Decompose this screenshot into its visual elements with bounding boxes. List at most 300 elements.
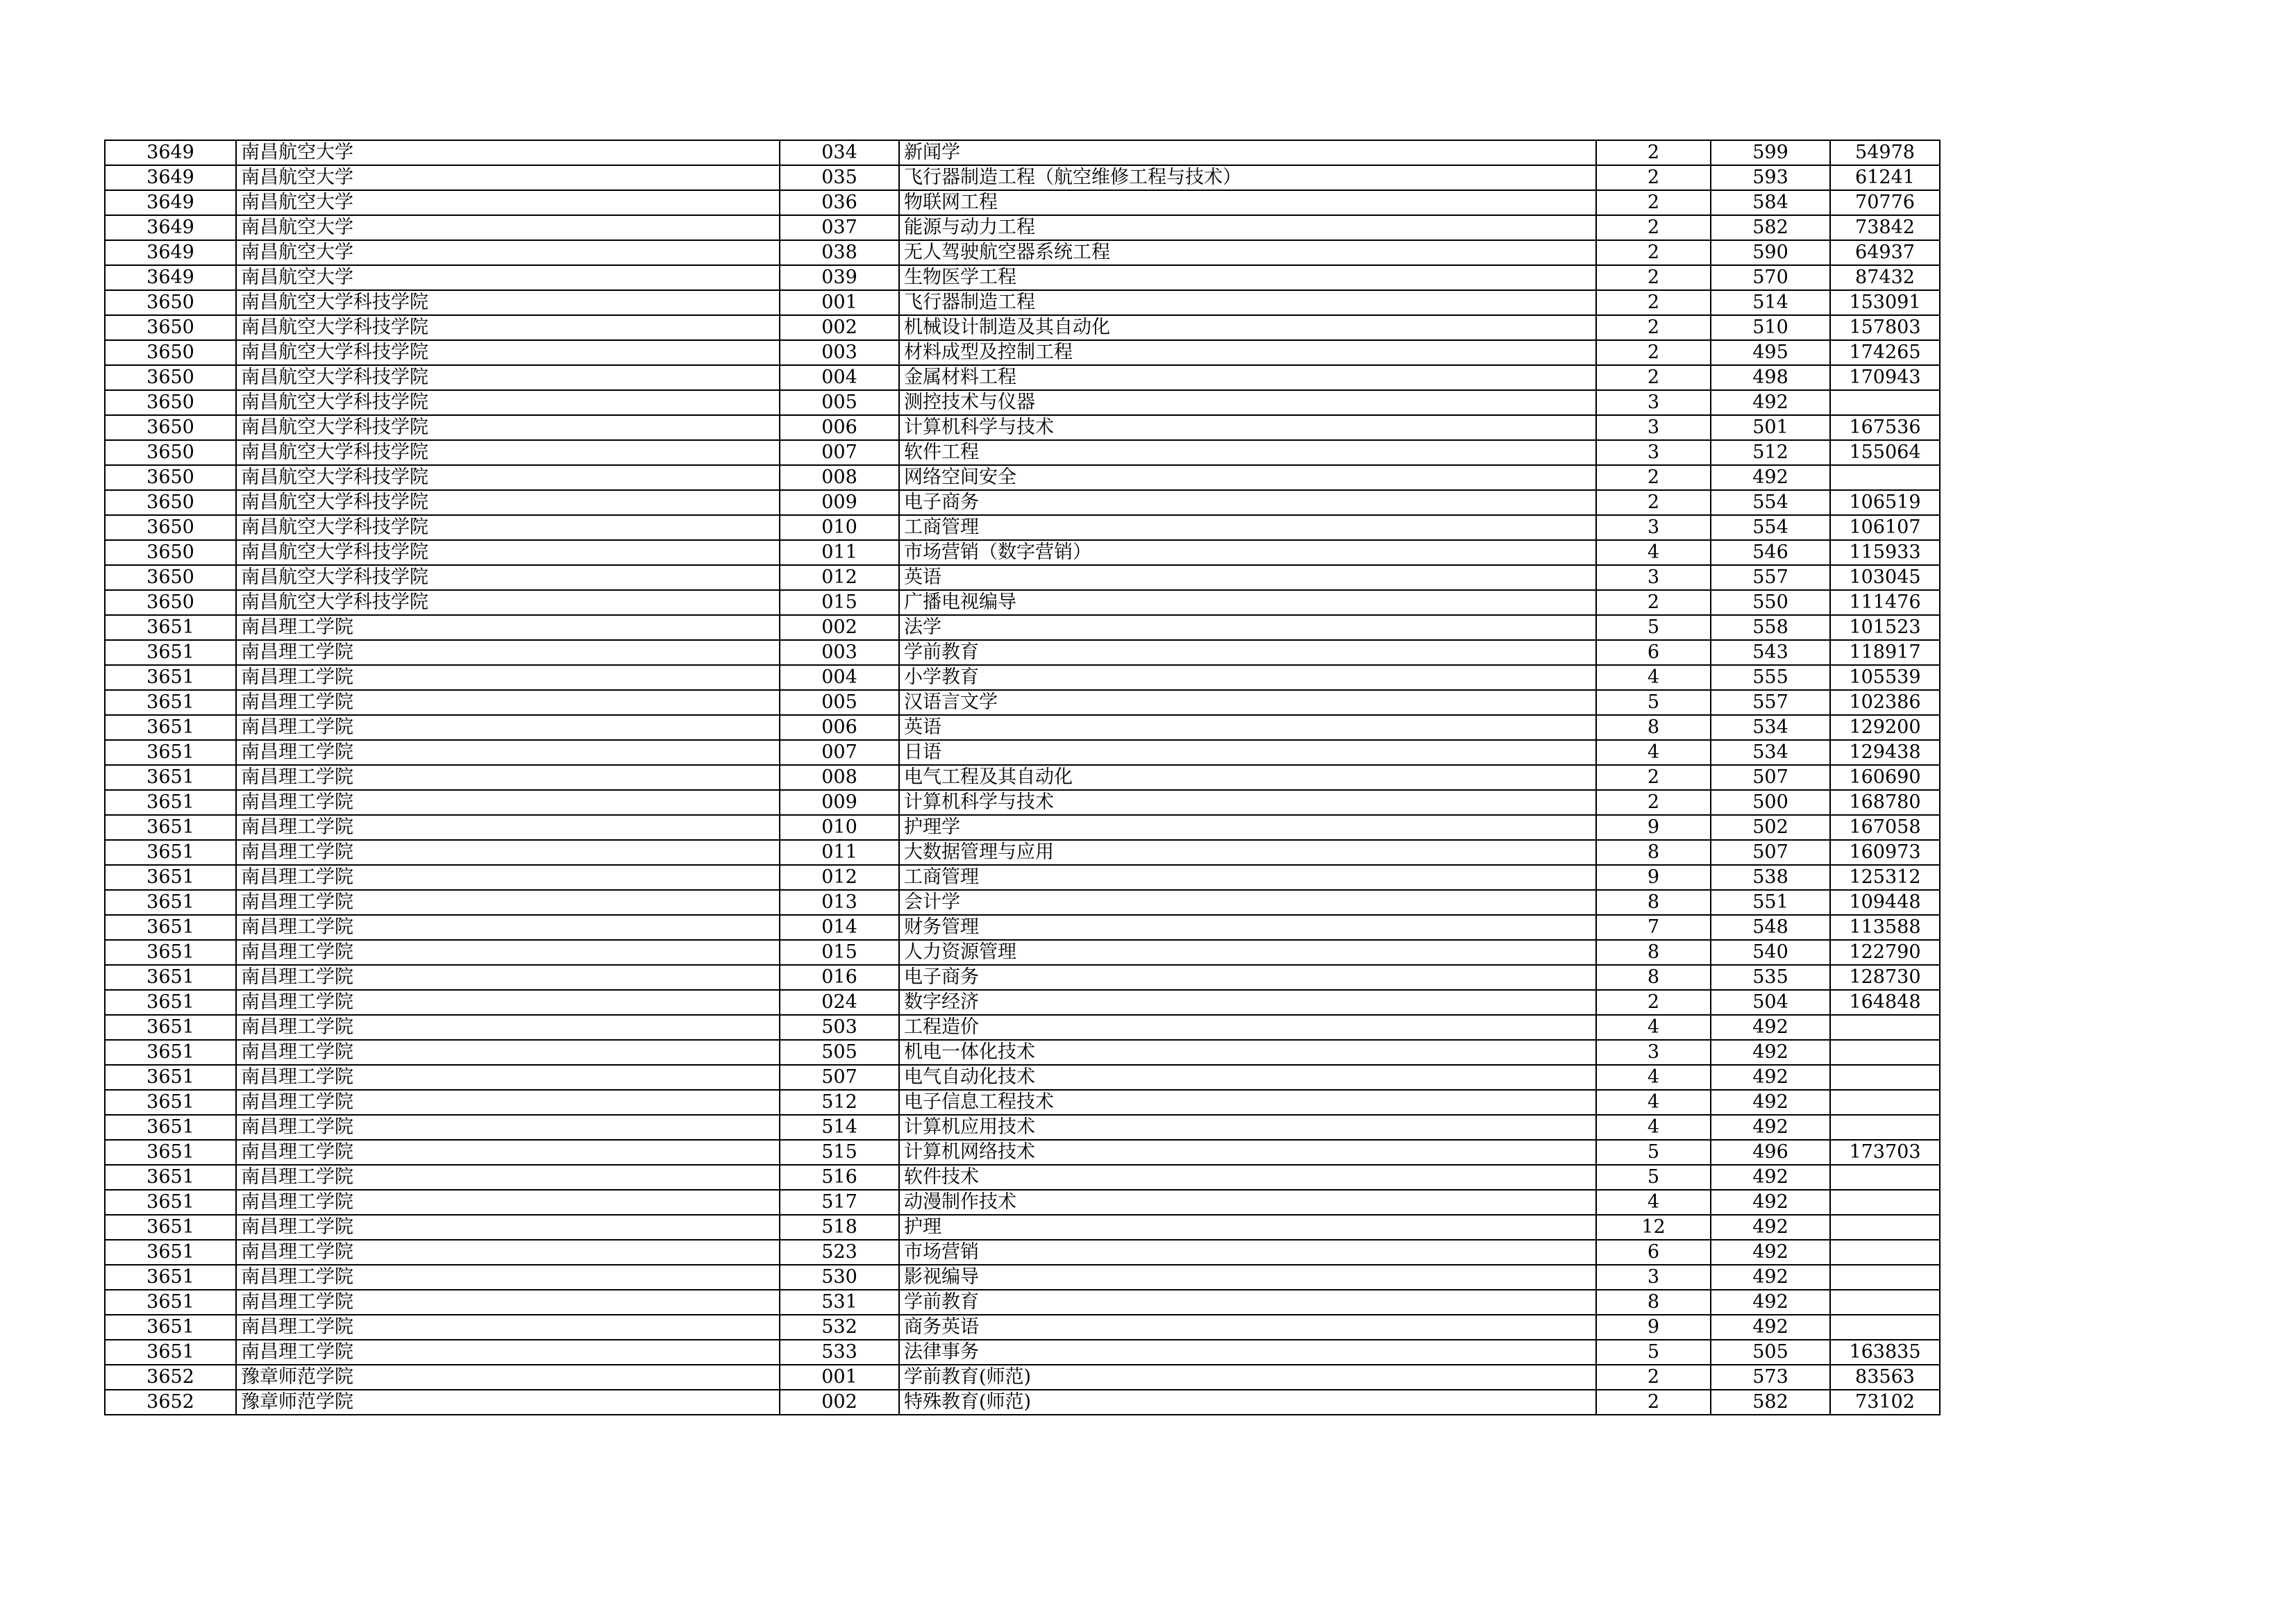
plan-count-cell: 3: [1596, 1040, 1711, 1065]
school-name-cell: 南昌理工学院: [236, 890, 780, 915]
min-score-cell: 543: [1711, 640, 1830, 665]
school-name-cell: 南昌理工学院: [236, 1215, 780, 1240]
major-name-cell: 网络空间安全: [899, 465, 1596, 490]
min-rank-cell: 103045: [1830, 565, 1940, 590]
major-code-cell: 512: [780, 1090, 899, 1115]
min-score-cell: 510: [1711, 315, 1830, 340]
school-code-cell: 3651: [105, 1040, 236, 1065]
table-row: [105, 990, 1940, 1015]
school-name-cell: 南昌理工学院: [236, 790, 780, 815]
min-score-cell: 540: [1711, 940, 1830, 965]
school-code-cell: 3651: [105, 1140, 236, 1165]
min-score-cell: 514: [1711, 290, 1830, 315]
major-name-cell: 汉语言文学: [899, 690, 1596, 715]
plan-count-cell: 5: [1596, 1140, 1711, 1165]
school-name-cell: 南昌航空大学科技学院: [236, 590, 780, 615]
min-score-cell: 557: [1711, 690, 1830, 715]
min-rank-cell: 160690: [1830, 765, 1940, 790]
min-score-cell: 492: [1711, 390, 1830, 415]
major-code-cell: 003: [780, 640, 899, 665]
plan-count-cell: 2: [1596, 790, 1711, 815]
school-name-cell: 南昌理工学院: [236, 990, 780, 1015]
major-code-cell: 008: [780, 765, 899, 790]
school-code-cell: 3651: [105, 640, 236, 665]
table-row: [105, 965, 1940, 990]
school-code-cell: 3650: [105, 315, 236, 340]
min-rank-cell: 129200: [1830, 715, 1940, 740]
school-name-cell: 豫章师范学院: [236, 1365, 780, 1390]
school-code-cell: 3650: [105, 290, 236, 315]
plan-count-cell: 2: [1596, 190, 1711, 215]
plan-count-cell: 3: [1596, 440, 1711, 465]
table-row: [105, 565, 1940, 590]
school-name-cell: 南昌理工学院: [236, 1290, 780, 1315]
plan-count-cell: 3: [1596, 565, 1711, 590]
major-code-cell: 012: [780, 865, 899, 890]
min-rank-cell: [1830, 1165, 1940, 1190]
school-name-cell: 南昌航空大学科技学院: [236, 390, 780, 415]
min-score-cell: 492: [1711, 1190, 1830, 1215]
school-code-cell: 3651: [105, 1215, 236, 1240]
table-row: [105, 490, 1940, 515]
min-score-cell: 492: [1711, 1090, 1830, 1115]
table-row: [105, 440, 1940, 465]
plan-count-cell: 2: [1596, 590, 1711, 615]
school-name-cell: 南昌理工学院: [236, 1165, 780, 1190]
school-code-cell: 3650: [105, 465, 236, 490]
min-score-cell: 555: [1711, 665, 1830, 690]
plan-count-cell: 5: [1596, 1340, 1711, 1365]
major-name-cell: 飞行器制造工程: [899, 290, 1596, 315]
school-code-cell: 3651: [105, 915, 236, 940]
major-name-cell: 英语: [899, 565, 1596, 590]
min-rank-cell: [1830, 1265, 1940, 1290]
min-score-cell: 498: [1711, 365, 1830, 390]
min-score-cell: 582: [1711, 215, 1830, 240]
school-code-cell: 3651: [105, 1065, 236, 1090]
major-code-cell: 001: [780, 290, 899, 315]
major-name-cell: 法律事务: [899, 1340, 1596, 1365]
min-score-cell: 502: [1711, 815, 1830, 840]
school-code-cell: 3650: [105, 415, 236, 440]
plan-count-cell: 4: [1596, 1115, 1711, 1140]
major-name-cell: 学前教育(师范): [899, 1365, 1596, 1390]
school-code-cell: 3650: [105, 590, 236, 615]
min-rank-cell: 115933: [1830, 540, 1940, 565]
min-score-cell: 590: [1711, 240, 1830, 265]
plan-count-cell: 2: [1596, 765, 1711, 790]
table-row: [105, 415, 1940, 440]
school-name-cell: 南昌理工学院: [236, 1240, 780, 1265]
table-row: [105, 590, 1940, 615]
major-code-cell: 010: [780, 815, 899, 840]
school-code-cell: 3651: [105, 1265, 236, 1290]
school-name-cell: 南昌理工学院: [236, 1115, 780, 1140]
table-row: [105, 1290, 1940, 1315]
min-rank-cell: 105539: [1830, 665, 1940, 690]
plan-count-cell: 8: [1596, 965, 1711, 990]
school-name-cell: 南昌理工学院: [236, 1065, 780, 1090]
min-rank-cell: 170943: [1830, 365, 1940, 390]
major-name-cell: 大数据管理与应用: [899, 840, 1596, 865]
major-code-cell: 505: [780, 1040, 899, 1065]
school-name-cell: 南昌航空大学: [236, 265, 780, 290]
plan-count-cell: 9: [1596, 865, 1711, 890]
min-score-cell: 534: [1711, 715, 1830, 740]
plan-count-cell: 2: [1596, 290, 1711, 315]
table-row: [105, 1015, 1940, 1040]
major-code-cell: 517: [780, 1190, 899, 1215]
admissions-table: [104, 140, 1941, 1415]
school-name-cell: 南昌航空大学科技学院: [236, 465, 780, 490]
min-rank-cell: 174265: [1830, 340, 1940, 365]
major-name-cell: 能源与动力工程: [899, 215, 1596, 240]
min-score-cell: 504: [1711, 990, 1830, 1015]
major-code-cell: 035: [780, 165, 899, 190]
school-name-cell: 南昌理工学院: [236, 1190, 780, 1215]
min-score-cell: 558: [1711, 615, 1830, 640]
major-name-cell: 学前教育: [899, 1290, 1596, 1315]
min-score-cell: 593: [1711, 165, 1830, 190]
plan-count-cell: 4: [1596, 1065, 1711, 1090]
major-code-cell: 024: [780, 990, 899, 1015]
plan-count-cell: 7: [1596, 915, 1711, 940]
school-name-cell: 南昌理工学院: [236, 1340, 780, 1365]
school-code-cell: 3651: [105, 1340, 236, 1365]
min-rank-cell: 109448: [1830, 890, 1940, 915]
school-name-cell: 南昌理工学院: [236, 1015, 780, 1040]
min-rank-cell: [1830, 1115, 1940, 1140]
min-rank-cell: 173703: [1830, 1140, 1940, 1165]
plan-count-cell: 5: [1596, 615, 1711, 640]
school-name-cell: 南昌航空大学科技学院: [236, 415, 780, 440]
plan-count-cell: 4: [1596, 540, 1711, 565]
table-row: [105, 665, 1940, 690]
school-name-cell: 南昌理工学院: [236, 915, 780, 940]
school-code-cell: 3650: [105, 565, 236, 590]
major-code-cell: 002: [780, 315, 899, 340]
plan-count-cell: 2: [1596, 215, 1711, 240]
table-row: [105, 140, 1940, 165]
major-name-cell: 计算机科学与技术: [899, 415, 1596, 440]
school-name-cell: 豫章师范学院: [236, 1390, 780, 1415]
school-code-cell: 3651: [105, 890, 236, 915]
min-rank-cell: 122790: [1830, 940, 1940, 965]
plan-count-cell: 2: [1596, 490, 1711, 515]
school-name-cell: 南昌理工学院: [236, 740, 780, 765]
school-name-cell: 南昌航空大学科技学院: [236, 440, 780, 465]
min-rank-cell: 164848: [1830, 990, 1940, 1015]
school-code-cell: 3651: [105, 1015, 236, 1040]
school-name-cell: 南昌理工学院: [236, 715, 780, 740]
major-name-cell: 电子商务: [899, 490, 1596, 515]
min-rank-cell: 70776: [1830, 190, 1940, 215]
min-score-cell: 551: [1711, 890, 1830, 915]
major-code-cell: 010: [780, 515, 899, 540]
min-score-cell: 599: [1711, 140, 1830, 165]
school-name-cell: 南昌理工学院: [236, 665, 780, 690]
major-code-cell: 015: [780, 940, 899, 965]
table-row: [105, 290, 1940, 315]
min-rank-cell: 61241: [1830, 165, 1940, 190]
plan-count-cell: 4: [1596, 1090, 1711, 1115]
school-code-cell: 3651: [105, 1115, 236, 1140]
major-name-cell: 学前教育: [899, 640, 1596, 665]
min-rank-cell: 73842: [1830, 215, 1940, 240]
min-rank-cell: 83563: [1830, 1365, 1940, 1390]
major-name-cell: 数字经济: [899, 990, 1596, 1015]
school-name-cell: 南昌航空大学科技学院: [236, 290, 780, 315]
plan-count-cell: 2: [1596, 365, 1711, 390]
table-row: [105, 690, 1940, 715]
major-code-cell: 004: [780, 365, 899, 390]
school-code-cell: 3651: [105, 1290, 236, 1315]
table-row: [105, 740, 1940, 765]
table-row: [105, 890, 1940, 915]
major-name-cell: 人力资源管理: [899, 940, 1596, 965]
major-code-cell: 002: [780, 615, 899, 640]
table-row: [105, 765, 1940, 790]
school-name-cell: 南昌理工学院: [236, 940, 780, 965]
min-score-cell: 507: [1711, 765, 1830, 790]
min-rank-cell: 87432: [1830, 265, 1940, 290]
min-score-cell: 492: [1711, 1315, 1830, 1340]
min-score-cell: 492: [1711, 1290, 1830, 1315]
min-rank-cell: [1830, 1015, 1940, 1040]
plan-count-cell: 2: [1596, 140, 1711, 165]
plan-count-cell: 2: [1596, 165, 1711, 190]
table-row: [105, 1040, 1940, 1065]
plan-count-cell: 6: [1596, 1240, 1711, 1265]
plan-count-cell: 2: [1596, 265, 1711, 290]
school-name-cell: 南昌理工学院: [236, 1265, 780, 1290]
min-score-cell: 584: [1711, 190, 1830, 215]
table-row: [105, 1190, 1940, 1215]
plan-count-cell: 5: [1596, 690, 1711, 715]
major-name-cell: 工商管理: [899, 515, 1596, 540]
school-name-cell: 南昌航空大学: [236, 140, 780, 165]
min-score-cell: 492: [1711, 1265, 1830, 1290]
school-code-cell: 3651: [105, 765, 236, 790]
school-code-cell: 3649: [105, 140, 236, 165]
major-code-cell: 007: [780, 740, 899, 765]
min-rank-cell: 102386: [1830, 690, 1940, 715]
major-name-cell: 无人驾驶航空器系统工程: [899, 240, 1596, 265]
min-score-cell: 573: [1711, 1365, 1830, 1390]
major-name-cell: 测控技术与仪器: [899, 390, 1596, 415]
min-rank-cell: [1830, 1240, 1940, 1265]
major-code-cell: 012: [780, 565, 899, 590]
major-name-cell: 法学: [899, 615, 1596, 640]
min-rank-cell: 160973: [1830, 840, 1940, 865]
school-name-cell: 南昌航空大学科技学院: [236, 315, 780, 340]
table-row: [105, 1165, 1940, 1190]
plan-count-cell: 9: [1596, 1315, 1711, 1340]
min-score-cell: 546: [1711, 540, 1830, 565]
school-name-cell: 南昌理工学院: [236, 1090, 780, 1115]
major-name-cell: 机械设计制造及其自动化: [899, 315, 1596, 340]
min-score-cell: 492: [1711, 1065, 1830, 1090]
plan-count-cell: 2: [1596, 465, 1711, 490]
min-rank-cell: 101523: [1830, 615, 1940, 640]
major-name-cell: 特殊教育(师范): [899, 1390, 1596, 1415]
school-code-cell: 3651: [105, 940, 236, 965]
table-row: [105, 1340, 1940, 1365]
major-name-cell: 护理: [899, 1215, 1596, 1240]
school-code-cell: 3651: [105, 740, 236, 765]
major-name-cell: 计算机科学与技术: [899, 790, 1596, 815]
major-name-cell: 电气自动化技术: [899, 1065, 1596, 1090]
min-rank-cell: 167536: [1830, 415, 1940, 440]
major-code-cell: 523: [780, 1240, 899, 1265]
major-code-cell: 503: [780, 1015, 899, 1040]
table-row: [105, 1065, 1940, 1090]
school-code-cell: 3651: [105, 665, 236, 690]
major-name-cell: 飞行器制造工程（航空维修工程与技术）: [899, 165, 1596, 190]
major-name-cell: 生物医学工程: [899, 265, 1596, 290]
table-row: [105, 640, 1940, 665]
min-rank-cell: 125312: [1830, 865, 1940, 890]
min-rank-cell: 118917: [1830, 640, 1940, 665]
major-code-cell: 038: [780, 240, 899, 265]
min-rank-cell: 168780: [1830, 790, 1940, 815]
plan-count-cell: 4: [1596, 665, 1711, 690]
major-name-cell: 物联网工程: [899, 190, 1596, 215]
table-row: [105, 1315, 1940, 1340]
school-code-cell: 3650: [105, 390, 236, 415]
school-name-cell: 南昌航空大学科技学院: [236, 540, 780, 565]
min-score-cell: 492: [1711, 1215, 1830, 1240]
school-name-cell: 南昌理工学院: [236, 815, 780, 840]
min-rank-cell: [1830, 465, 1940, 490]
school-name-cell: 南昌理工学院: [236, 840, 780, 865]
school-code-cell: 3649: [105, 240, 236, 265]
major-code-cell: 514: [780, 1115, 899, 1140]
major-code-cell: 001: [780, 1365, 899, 1390]
table-row: [105, 465, 1940, 490]
min-score-cell: 570: [1711, 265, 1830, 290]
major-name-cell: 工商管理: [899, 865, 1596, 890]
min-score-cell: 492: [1711, 1040, 1830, 1065]
min-score-cell: 512: [1711, 440, 1830, 465]
min-score-cell: 492: [1711, 1115, 1830, 1140]
major-name-cell: 软件工程: [899, 440, 1596, 465]
school-name-cell: 南昌航空大学: [236, 215, 780, 240]
major-name-cell: 计算机网络技术: [899, 1140, 1596, 1165]
school-name-cell: 南昌理工学院: [236, 765, 780, 790]
school-code-cell: 3651: [105, 1190, 236, 1215]
school-name-cell: 南昌理工学院: [236, 640, 780, 665]
min-score-cell: 492: [1711, 465, 1830, 490]
plan-count-cell: 8: [1596, 940, 1711, 965]
min-rank-cell: 64937: [1830, 240, 1940, 265]
major-code-cell: 037: [780, 215, 899, 240]
min-rank-cell: 73102: [1830, 1390, 1940, 1415]
min-score-cell: 500: [1711, 790, 1830, 815]
plan-count-cell: 3: [1596, 515, 1711, 540]
major-name-cell: 广播电视编导: [899, 590, 1596, 615]
min-score-cell: 495: [1711, 340, 1830, 365]
min-score-cell: 557: [1711, 565, 1830, 590]
school-name-cell: 南昌理工学院: [236, 1140, 780, 1165]
plan-count-cell: 8: [1596, 890, 1711, 915]
major-code-cell: 005: [780, 690, 899, 715]
plan-count-cell: 4: [1596, 1190, 1711, 1215]
min-rank-cell: 157803: [1830, 315, 1940, 340]
major-code-cell: 005: [780, 390, 899, 415]
table-row: [105, 1140, 1940, 1165]
min-rank-cell: 106107: [1830, 515, 1940, 540]
school-code-cell: 3651: [105, 1090, 236, 1115]
major-name-cell: 工程造价: [899, 1015, 1596, 1040]
min-rank-cell: 54978: [1830, 140, 1940, 165]
min-rank-cell: 113588: [1830, 915, 1940, 940]
table-row: [105, 865, 1940, 890]
plan-count-cell: 4: [1596, 740, 1711, 765]
table-row: [105, 1090, 1940, 1115]
table-row: [105, 790, 1940, 815]
plan-count-cell: 2: [1596, 340, 1711, 365]
school-name-cell: 南昌航空大学科技学院: [236, 490, 780, 515]
min-rank-cell: 153091: [1830, 290, 1940, 315]
plan-count-cell: 3: [1596, 415, 1711, 440]
school-code-cell: 3651: [105, 690, 236, 715]
major-code-cell: 011: [780, 540, 899, 565]
table-row: [105, 1215, 1940, 1240]
major-code-cell: 518: [780, 1215, 899, 1240]
major-name-cell: 软件技术: [899, 1165, 1596, 1190]
min-rank-cell: [1830, 1315, 1940, 1340]
school-name-cell: 南昌理工学院: [236, 965, 780, 990]
school-code-cell: 3650: [105, 440, 236, 465]
major-code-cell: 531: [780, 1290, 899, 1315]
table-row: [105, 815, 1940, 840]
major-code-cell: 013: [780, 890, 899, 915]
school-code-cell: 3651: [105, 615, 236, 640]
plan-count-cell: 8: [1596, 840, 1711, 865]
major-code-cell: 516: [780, 1165, 899, 1190]
table-row: [105, 315, 1940, 340]
major-code-cell: 533: [780, 1340, 899, 1365]
min-score-cell: 496: [1711, 1140, 1830, 1165]
school-name-cell: 南昌航空大学: [236, 165, 780, 190]
table-row: [105, 540, 1940, 565]
table-row: [105, 940, 1940, 965]
school-code-cell: 3651: [105, 990, 236, 1015]
major-name-cell: 影视编导: [899, 1265, 1596, 1290]
major-name-cell: 电气工程及其自动化: [899, 765, 1596, 790]
major-code-cell: 532: [780, 1315, 899, 1340]
plan-count-cell: 2: [1596, 1390, 1711, 1415]
table-row: [105, 715, 1940, 740]
min-rank-cell: 167058: [1830, 815, 1940, 840]
school-name-cell: 南昌理工学院: [236, 615, 780, 640]
school-name-cell: 南昌航空大学: [236, 240, 780, 265]
school-code-cell: 3649: [105, 190, 236, 215]
min-rank-cell: [1830, 1215, 1940, 1240]
major-name-cell: 英语: [899, 715, 1596, 740]
school-name-cell: 南昌航空大学科技学院: [236, 340, 780, 365]
school-name-cell: 南昌航空大学科技学院: [236, 365, 780, 390]
table-row: [105, 615, 1940, 640]
school-code-cell: 3651: [105, 1240, 236, 1265]
major-name-cell: 金属材料工程: [899, 365, 1596, 390]
min-rank-cell: [1830, 390, 1940, 415]
table-row: [105, 365, 1940, 390]
school-name-cell: 南昌航空大学: [236, 190, 780, 215]
school-code-cell: 3651: [105, 965, 236, 990]
min-score-cell: 492: [1711, 1240, 1830, 1265]
